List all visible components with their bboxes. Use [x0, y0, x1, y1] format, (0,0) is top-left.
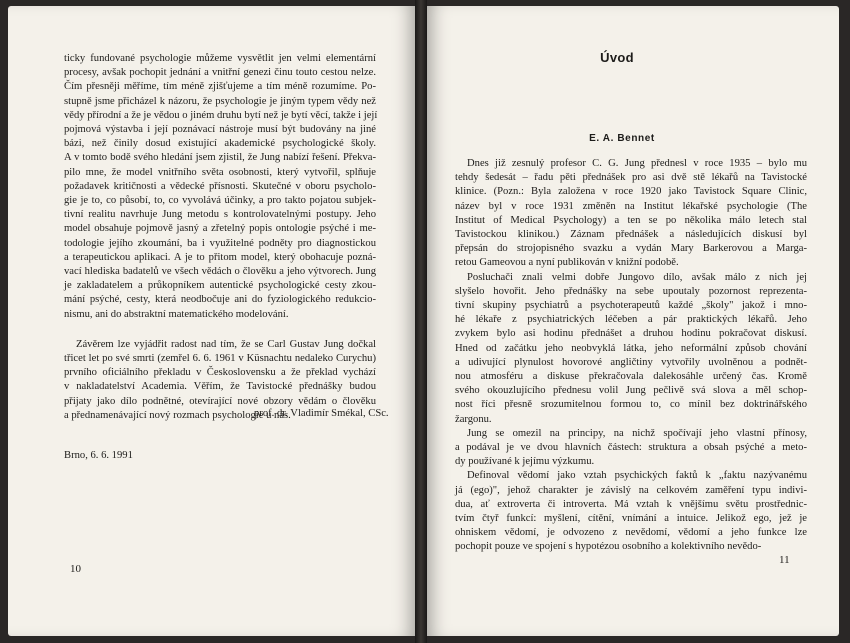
text-line: pochopit pouze ve spojení s hypotézou osobního a kolektivního nevědo-	[455, 541, 762, 553]
text-line: přepsán do strojopisného svazku a vydán Mary Barkerovou a Marga-	[455, 243, 807, 255]
text-line: Jung se omezil na principy, na nichž spočívají jeho vlastní přínosy,	[467, 427, 807, 439]
text-line: a přednamenávající nový rozmach psychologie u nás.	[64, 409, 291, 421]
text-line: dy používané k jejímu výzkumu.	[455, 456, 595, 468]
text-line: nou atmosféru a diskuse překračovala dalekosáhle určený čas. Kromě	[455, 371, 807, 383]
text-line: vací hlediska badatelů ve všech vědách o člověku a jeho výtvorech. Jung	[64, 266, 376, 278]
text-line: nismu, ani do abstraktní matematického modelování.	[64, 308, 289, 320]
text-line: název byl v roce 1931 změněn na Institut lékařské psychologie (The	[455, 200, 807, 212]
left-body-text	[64, 52, 376, 423]
text-line: prvního oficiálního překladu v Československu a že překlad vychází	[64, 367, 376, 379]
text-line: ticky fundované psychologie můžeme vysvětlit jen velmi elementární	[64, 53, 376, 64]
text-line: požadavek kritičnosti a vědecké přísnosti. Skutečné v oboru psycholo-	[64, 180, 376, 192]
text-line: přijaty jako dílo podnětné, otevírající nové obzory vědám o člověku	[64, 395, 376, 407]
text-line: tvím čtyř funkcí: myšlení, cítění, vnímání a intuice. Jelikož ego, jež je	[455, 513, 807, 525]
text-line: a podával je ve dvou hlavních částech: struktura a obsah psýché a meto-	[455, 442, 807, 454]
author-name: E. A. Bennet	[589, 133, 655, 144]
text-line: dua, ať extroverta či introverta. Má vztah k vnějšímu světu prostřednic-	[455, 498, 807, 510]
text-line: svého okouzlujícího přednesu volil Jung pečlivě svá slova a měl schop-	[455, 385, 807, 397]
right-paragraph-2	[455, 271, 807, 427]
right-paragraph-3	[455, 427, 807, 470]
right-page	[427, 6, 839, 636]
text-line: žargonu.	[455, 413, 492, 425]
page-number-right: 11	[779, 554, 790, 566]
signature: prof. dr. Vladimír Smékal, CSc.	[254, 408, 389, 419]
text-line: je zakladatelem a průkopníkem autentické psychologické cesty zkou-	[64, 280, 376, 292]
book-gutter	[415, 0, 427, 643]
text-line: Čím přesněji měříme, tím méně zjišťujeme a tím méně rozumíme. Po-	[64, 81, 376, 93]
text-line: stupně jsme přicházel k názoru, že psychologie je jiným typem vědy než	[64, 95, 376, 107]
text-line: zvykem bylo asi hodinu přednášet a druhou hodinu pokračovat diskusí.	[455, 328, 807, 340]
text-line: pilo mne, že model vnitřního světa osobnosti, který vytvořil, splňuje	[64, 166, 376, 178]
text-line: pojmová výstavba i její poznávací nástroje musí být budovány na jiné	[64, 124, 376, 136]
text-line: nost říci přesně srozumitelnou formou to, co mínil bez doktrinářského	[455, 399, 807, 411]
text-line: retou Gameovou a nyní publikován v knižní podobě.	[455, 257, 679, 269]
text-line: v nakladatelství Academia. Věřím, že Tavistocké přednášky budou	[64, 381, 376, 393]
text-line: vědy přírodní a že je vědou o jiném druhu bytí než je bytí věcí, takže i její	[64, 109, 378, 121]
text-line: Závěrem lze vyjádřit radost nad tím, že se Carl Gustav Jung dočkal	[76, 338, 376, 350]
text-line: třicet let po své smrti (zemřel 6. 6. 1961 v Küsnachtu nedaleko Curychu)	[64, 353, 376, 365]
page-number-left: 10	[70, 563, 81, 575]
text-line: Institut of Medical Psychology) a ten se po několika málo letech stal	[455, 214, 807, 226]
text-line: tivní realitu navrhuje Jung metodu s kontrolovatelnými postupy. Jeho	[64, 209, 376, 221]
text-line: já (ego)", jehož charakter je závislý na celkovém zaměření typu indivi-	[455, 484, 807, 496]
text-line: Hned od začátku jeho neobvyklá látka, jeho neformální způsob chování	[455, 342, 807, 354]
text-line: todologie jejího zkoumání, ba i využitelné podněty pro diagnostickou	[64, 237, 376, 249]
text-line: Dnes již zesnulý profesor C. G. Jung přednesl v roce 1935 – bylo mu	[467, 158, 807, 169]
text-line: a udivující plynulost hovorové angličtiny vytvořily uvolněnou a podnět-	[455, 356, 807, 368]
right-body-text	[455, 157, 807, 555]
text-line: a terapeutickou aplikaci. A je to přitom model, který obohacuje pozná-	[64, 251, 376, 263]
text-line: mání psýché, cesty, která neodbočuje ani do fyziologického redukcio-	[64, 294, 376, 306]
right-paragraph-4	[455, 469, 807, 554]
text-line: hé lékaře z psychiatrických léčeben a pár praktických lékařů. Jeho	[455, 314, 807, 326]
text-line: gie je to, co působí, to, co vyvolává účinky, a pro takto pojatou subjek-	[64, 195, 376, 207]
left-paragraph-1	[64, 52, 376, 322]
text-line: tivní skupiny psychiatrů a psychoterapeutů každé „školy" jakož i mno-	[455, 300, 807, 312]
text-line: Definoval vědomí jako vztah psychických faktů k „faktu nazývanému	[467, 470, 807, 482]
text-line: klinice. (Pozn.: Byla založena v roce 1920 jako Tavistock Square Clinic,	[455, 186, 807, 198]
left-page	[8, 6, 415, 636]
text-line: procesy, avšak pochopit jednání a vnitřní genezi činu touto cestou nelze.	[64, 67, 376, 79]
chapter-title: Úvod	[600, 50, 634, 65]
text-line: model obsahuje pojmově jasný a zřetelný popis ontologie psýché i me-	[64, 223, 376, 235]
text-line: Tavistockou klinikou.) Záznam přednášek a následujících diskusí byl	[455, 229, 807, 241]
text-line: A v tomto bodě svého hledání jsem zjistil, že Jung nabízí řešení. Překva-	[64, 152, 376, 164]
text-line: tehdy šedesát – řadu pěti přednášek pro asi dvě stě lékařů na Tavistocké	[455, 172, 807, 184]
text-line: slyšelo hovořit. Jeho přednášky na sebe upoutaly pozornost reprezenta-	[455, 285, 807, 297]
text-line: ohniskem vědomí, je odvozeno z nevědomí, vědomí a jeho funkce lze	[455, 527, 807, 539]
right-paragraph-1	[455, 157, 807, 271]
text-line: Posluchači znali velmi dobře Jungovo dílo, avšak málo z nich jej	[467, 271, 807, 283]
text-line: bázi, než činily dosud existující akademické psychologické školy.	[64, 138, 376, 150]
place-date: Brno, 6. 6. 1991	[64, 450, 133, 461]
